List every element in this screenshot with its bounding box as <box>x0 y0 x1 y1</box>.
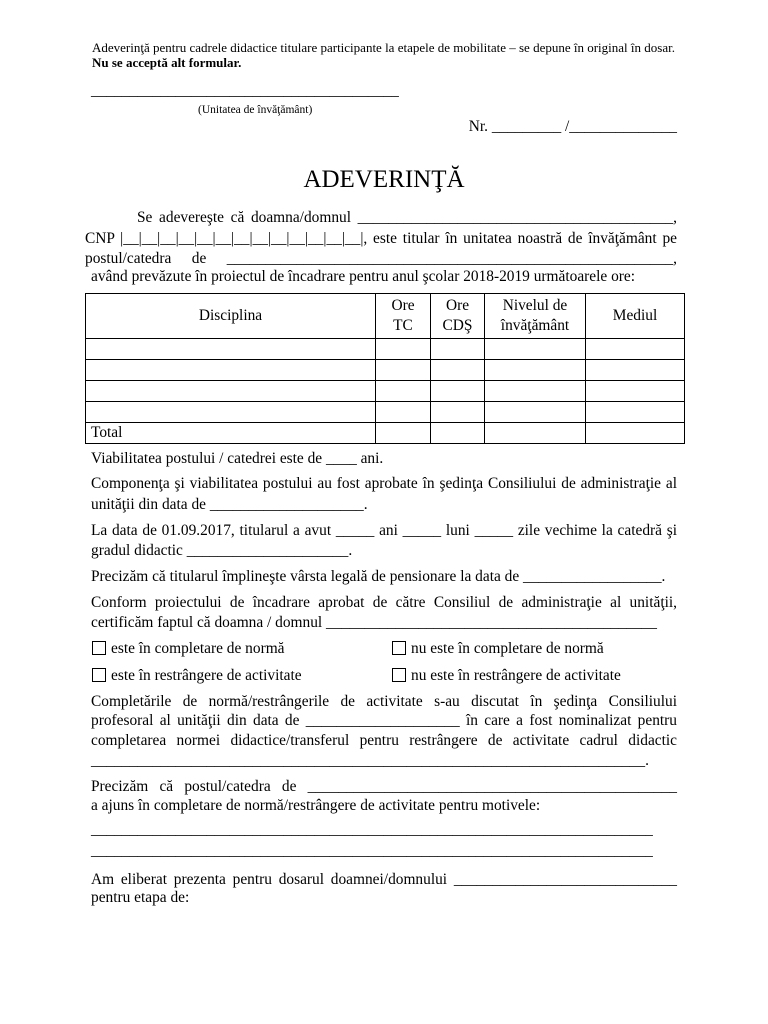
seniority-line-2: gradul didactic _____________________. <box>91 542 353 559</box>
table-cell <box>485 339 586 360</box>
column-header-level <box>485 294 586 339</box>
table-cell <box>586 381 685 402</box>
table-cell <box>86 339 376 360</box>
column-header-text: Ore <box>445 297 470 314</box>
table-cell <box>431 402 485 423</box>
column-header-discipline <box>86 294 376 339</box>
table-cell <box>431 381 485 402</box>
column-header-text: Disciplina <box>198 307 263 324</box>
table-cell <box>86 402 376 423</box>
retirement-statement: Precizăm că titularul împlineşte vârsta legală de pensionare la data de __________________. <box>91 568 666 585</box>
registration-number: Nr. _________ /______________ <box>468 118 677 135</box>
checkbox[interactable] <box>92 641 106 655</box>
table-cell <box>431 339 485 360</box>
table-header-row <box>86 294 685 339</box>
reason-blank-line: _________________________________________________________________________ <box>91 842 653 859</box>
table-cell <box>376 360 431 381</box>
column-header-environment <box>586 294 685 339</box>
table-cell <box>586 360 685 381</box>
column-header-text: TC <box>393 317 413 334</box>
option-label: este în restrângere de activitate <box>111 667 302 684</box>
table-cell <box>586 402 685 423</box>
table-cell <box>431 360 485 381</box>
reason-blank-line: _________________________________________________________________________ <box>91 821 653 838</box>
approval-line-1: Componenţa şi viabilitatea postului au fost aprobate în şedinţa Consiliului de administraţie al <box>91 475 677 492</box>
option-nu-completare <box>392 640 604 658</box>
table-cell <box>485 360 586 381</box>
intro-line-post: postul/catedra de __________________________________________________________, <box>85 250 677 267</box>
table-row <box>86 339 685 360</box>
reason-line-2: a ajuns în completare de normă/restrângere de activitate pentru motivele: <box>91 797 541 814</box>
checkbox[interactable] <box>392 641 406 655</box>
table-cell <box>485 402 586 423</box>
issued-line-2: pentru etapa de: <box>91 889 190 906</box>
table-cell <box>86 381 376 402</box>
viability-statement: Viabilitatea postului / catedrei este de ____ ani. <box>91 450 384 467</box>
reason-line-1: Precizăm că postul/catedra de ________________________________________________ <box>91 778 677 795</box>
assignment-line-1: Conform proiectului de încadrare aprobat de către Consiliul de administraţie al unităţii, <box>91 594 677 611</box>
option-nu-restrangere <box>392 667 621 685</box>
table-cell <box>376 381 431 402</box>
approval-line-2: unităţii din data de ____________________. <box>91 496 368 513</box>
discussion-line-2: profesoral al unităţii din data de ____________________ în care a fost nominalizat pentru <box>91 712 677 729</box>
seniority-line-1: La data de 01.09.2017, titularul a avut _____ ani _____ luni _____ zile vechime la catedră şi <box>91 522 677 539</box>
table-total-row <box>86 423 685 444</box>
table-cell <box>431 423 485 444</box>
column-header-text: Ore <box>391 297 415 314</box>
intro-line-cnp: CNP |__|__|__|__|__|__|__|__|__|__|__|__|__|, este titular în unitatea noastră de învăţământ pe <box>85 230 677 247</box>
table-row <box>86 402 685 423</box>
column-header-ore-cds <box>431 294 485 339</box>
issued-line-1: Am eliberat prezenta pentru dosarul doamnei/domnului _____________________________ <box>91 871 677 888</box>
intro-line-hours: având prevăzute în proiectul de încadrare pentru anul şcolar 2018-2019 următoarele ore: <box>91 268 635 285</box>
option-restrangere <box>92 667 302 685</box>
table-cell <box>485 423 586 444</box>
table-cell <box>376 402 431 423</box>
column-header-text: învăţământ <box>500 317 570 334</box>
discussion-line-3: completarea normei didactice/transferul pentru restrângere de activitate cadrul didactic <box>91 732 677 749</box>
document-title: ADEVERINŢĂ <box>303 166 465 193</box>
intro-line-1: Se adevereşte că doamna/domnul _________________________________________, <box>137 209 677 226</box>
table-row <box>86 360 685 381</box>
column-header-text: Nivelul de <box>502 297 568 314</box>
checkbox[interactable] <box>92 668 106 682</box>
discussion-blank-line: ________________________________________________________________________. <box>91 752 649 769</box>
table-cell <box>485 381 586 402</box>
table-cell <box>376 423 431 444</box>
column-header-text: CDŞ <box>442 317 473 334</box>
table-cell <box>86 360 376 381</box>
table-cell <box>586 423 685 444</box>
unit-blank-line: ________________________________________ <box>91 82 399 99</box>
checkbox[interactable] <box>392 668 406 682</box>
discussion-line-1: Completările de normă/restrângerile de activitate s-au discutat în şedinţa Consiliului <box>91 693 677 710</box>
table-cell <box>586 339 685 360</box>
column-header-text: Mediul <box>612 307 658 324</box>
table-row <box>86 381 685 402</box>
form-warning: Nu se acceptă alt formular. <box>92 55 242 70</box>
form-note: Adeverinţă pentru cadrele didactice titulare participante la etapele de mobilitate – se depune în original în dosar. <box>92 40 675 55</box>
option-label: nu este în restrângere de activitate <box>411 667 621 684</box>
unit-caption: (Unitatea de învăţământ) <box>198 104 313 116</box>
total-label: Total <box>86 423 376 444</box>
option-completare <box>92 640 285 658</box>
hours-table <box>85 293 685 444</box>
assignment-line-2: certificăm faptul că doamna / domnul ___________________________________________ <box>91 614 657 631</box>
column-header-ore-tc <box>376 294 431 339</box>
table-cell <box>376 339 431 360</box>
option-label: este în completare de normă <box>111 640 285 657</box>
option-label: nu este în completare de normă <box>411 640 604 657</box>
